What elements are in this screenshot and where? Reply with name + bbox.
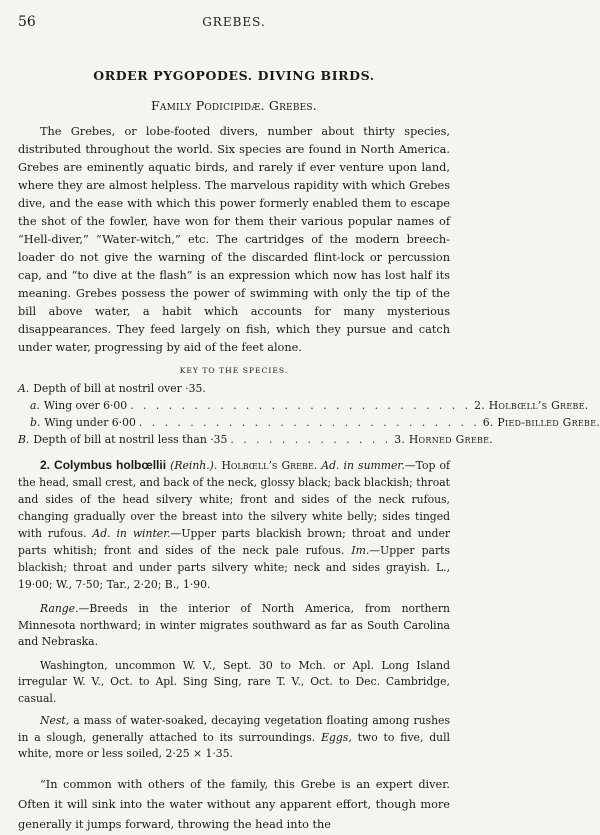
- species-name: 2. Colymbus holbœllii: [40, 458, 167, 472]
- key-marker: B.: [18, 433, 30, 446]
- eggs-label: Eggs,: [321, 730, 352, 744]
- plumage-label-summer: Ad. in summer.: [321, 459, 405, 472]
- key-result: 2. Holbœll’s Grebe.: [474, 399, 589, 412]
- plumage-text-immature: —Upper parts blackish; throat and under parts silvery white; neck and sides grayish. L., 19·00; W., 7·50; Tar., 2·20; B., 1·90.: [18, 544, 451, 591]
- nest-paragraph: [18, 713, 450, 763]
- family-title: Family Podicipidæ. Grebes.: [151, 98, 317, 113]
- key-heading: KEY TO THE SPECIES.: [179, 366, 289, 375]
- eggs-text: two to five, dull white, more or less soiled, 2·25 × 1·35.: [18, 730, 450, 760]
- key-text: Wing over 6·00: [43, 399, 128, 412]
- page-number: 56: [18, 14, 36, 30]
- key-row: [18, 431, 494, 448]
- intro-paragraph: The Grebes, or lobe-footed divers, number about thirty species, distributed throughout the world. Six species are found in North America. Grebes are eminently aquatic birds, and rarely if ever venture upon land, where they are almost helpless. The marvelous rapidity with which Grebes dive, and the ease with which this power formerly enabled them to escape the shot of the fowler, have won for them their various popular names of “Hell-diver,” “Water-witch,” etc. The cartridges of the modern breech-loader do not give the warning of the discarded flint-lock or percussion cap, and “to dive at the flash” is an expression which now has lost half its meaning. Grebes possess the power of swimming with only the tip of the bill above water, a habit which accounts for many mysterious disappearances. They feed largely on fish, which they pursue and catch under water, progressing by aid of the feet alone.: [18, 125, 450, 354]
- plumage-text-summer: —Top of the head, small crest, and back of the neck, glossy black; back blackish; throat and sides of the head silvery white; front and sides of the neck rufous, changing gradually over the breast into the silvery white belly; sides tinged with rufous.: [18, 459, 451, 540]
- plumage-text-winter: —Upper parts blackish brown; throat and under parts whitish; front and sides of the neck pale rufous.: [18, 527, 450, 557]
- running-head: [18, 10, 450, 32]
- nest-label: Nest,: [40, 714, 70, 727]
- dot-leader: . . . . . . . . . . . . . . . . . . . . . . . . . . .: [130, 399, 472, 412]
- key-marker: a.: [30, 399, 40, 412]
- key-row: [18, 397, 589, 414]
- species-description: [18, 457, 450, 593]
- plumage-label-immature: Im.: [351, 544, 370, 557]
- plumage-label-winter: Ad. in winter.: [92, 527, 171, 540]
- key-text: Wing under 6·00: [44, 416, 136, 429]
- closing-quote: “In common with others of the family, this Grebe is an expert diver. Often it will sink into the water without any apparent effort, though more generally it jumps forward, throwing the head into the: [18, 777, 450, 831]
- species-authority: (Reinh.).: [170, 459, 218, 472]
- range-paragraph: [18, 601, 450, 651]
- range-label: Range.: [40, 602, 79, 615]
- key-row: [18, 414, 600, 431]
- dot-leader: . . . . . . . . . . . . . . . . . . . . . . . . . . .: [138, 416, 480, 429]
- running-head-title: GREBES.: [202, 15, 266, 29]
- dot-leader: . . . . . . . . . . . . .: [230, 433, 392, 446]
- key-result: 3. Horned Grebe.: [394, 433, 494, 446]
- species-common-name: Holbœll’s Grebe.: [221, 459, 318, 472]
- key-text: Depth of bill at nostril over ·35.: [33, 382, 206, 395]
- key-result: 6. Pied-billed Grebe.: [482, 416, 600, 429]
- nest-text: a mass of water-soaked, decaying vegetation floating among rushes in a slough, generally attached to its surroundings.: [18, 714, 450, 744]
- key-marker: b.: [30, 416, 41, 429]
- key-text: Depth of bill at nostril less than ·35: [33, 433, 228, 446]
- key-row: [18, 380, 450, 397]
- key-marker: A.: [18, 382, 30, 395]
- range-text: —Breeds in the interior of North America, from northern Minnesota northward; in winter migrates southward as far as South Carolina and Nebraska.: [18, 602, 450, 648]
- order-title: ORDER PYGOPODES. DIVING BIRDS.: [93, 68, 375, 83]
- locality-paragraph: Washington, uncommon W. V., Sept. 30 to Mch. or Apl. Long Island irregular W. V., Oct. to Apl. Sing Sing, rare T. V., Oct. to Dec. Cambridge, casual.: [18, 658, 450, 705]
- species-key: [18, 380, 600, 448]
